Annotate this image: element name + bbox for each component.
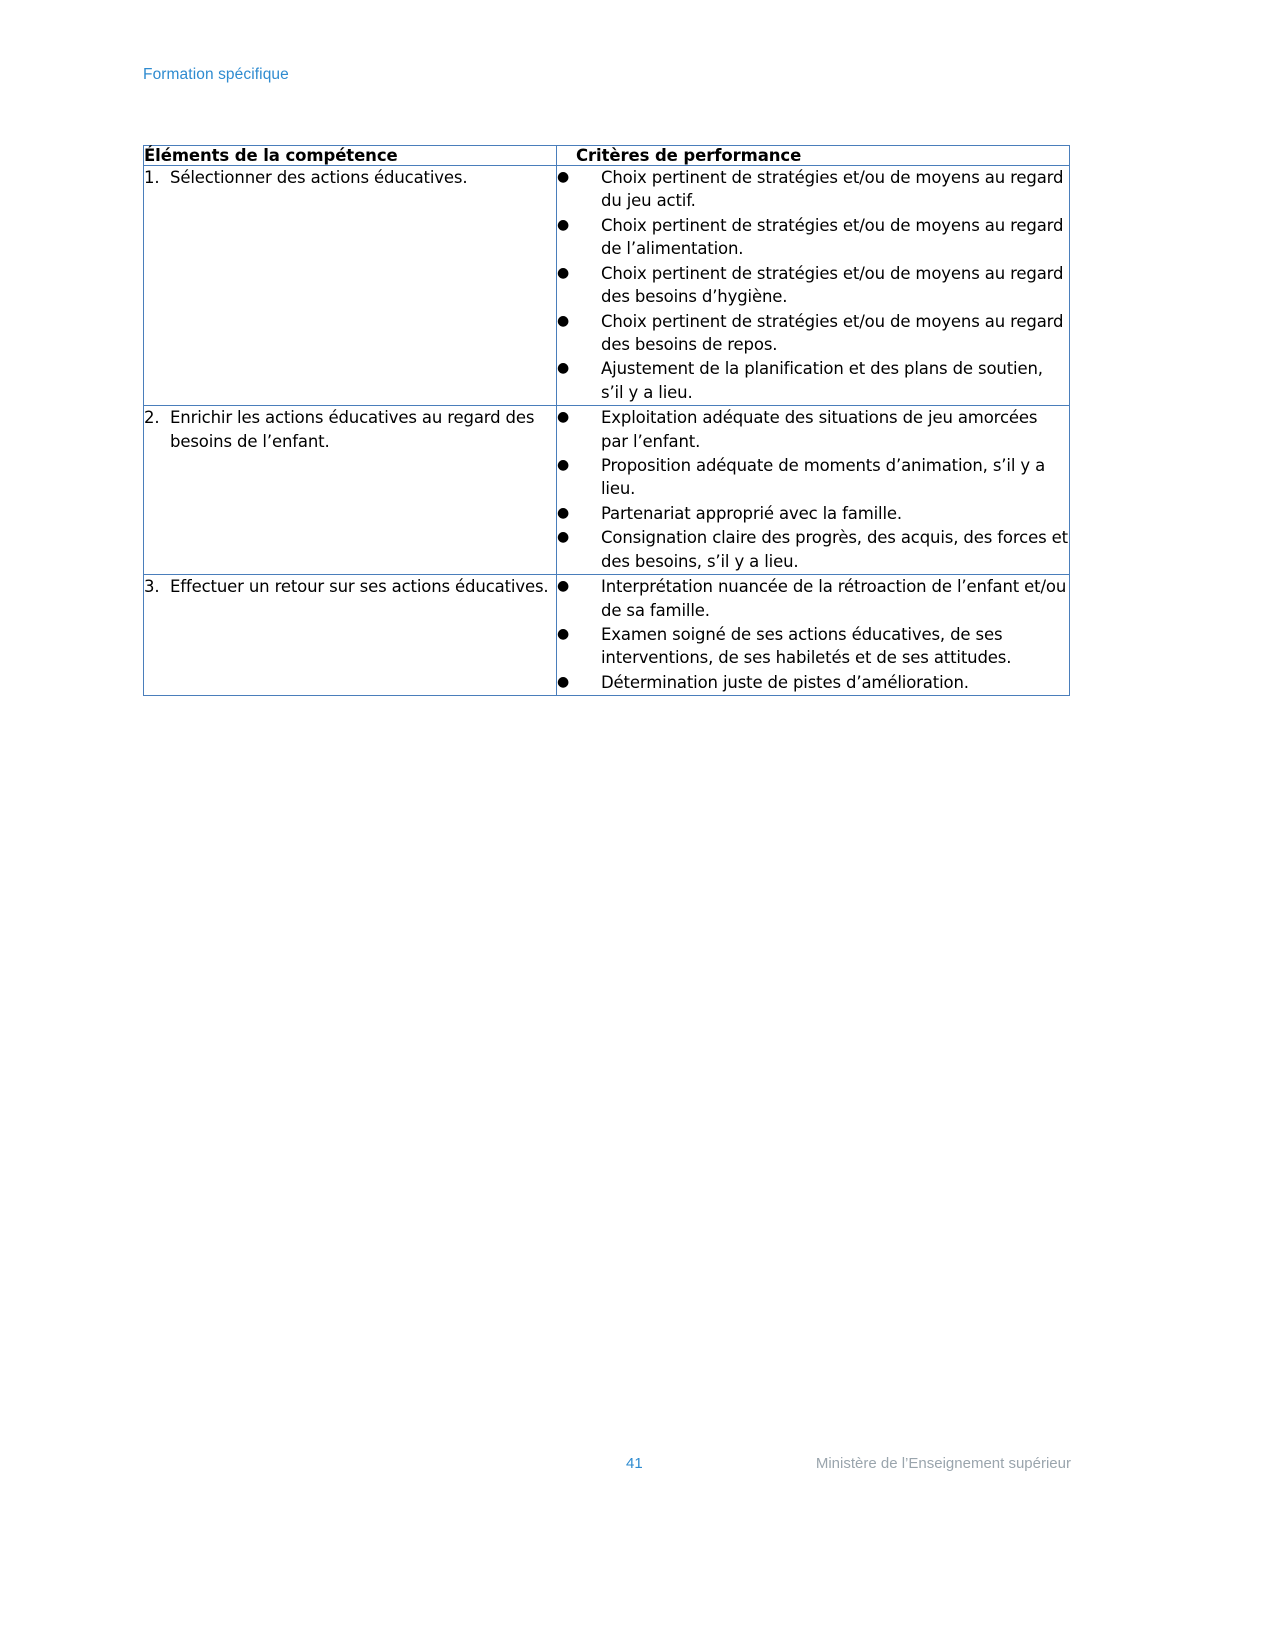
criteria-text: Choix pertinent de stratégies et/ou de moyens au regard des besoins d’hygiène. (601, 263, 1064, 307)
bullet-icon: ● (557, 578, 570, 595)
criteria-list (557, 575, 1069, 694)
criteria-text: Choix pertinent de stratégies et/ou de moyens au regard de l’alimentation. (601, 215, 1064, 259)
bullet-icon: ● (557, 264, 570, 281)
list-item (557, 526, 1069, 573)
list-item (557, 623, 1069, 670)
bullet-icon: ● (557, 169, 570, 185)
table-row (144, 166, 1070, 406)
element-cell (144, 166, 557, 406)
table-row (144, 575, 1070, 696)
element-item (144, 406, 556, 454)
bullet-icon: ● (557, 626, 570, 643)
page-header-label: Formation spécifique (143, 66, 289, 83)
element-number: 1. (144, 168, 160, 187)
element-number: 3. (144, 577, 160, 597)
element-label: Enrichir les actions éducatives au regard des besoins de l’enfant. (170, 408, 535, 452)
column-header-elements: Éléments de la compétence (144, 146, 557, 166)
column-header-criteria: Critères de performance (557, 146, 1070, 166)
criteria-list (557, 406, 1069, 573)
criteria-text: Détermination juste de pistes d’amélioration. (601, 672, 969, 692)
criteria-text: Partenariat approprié avec la famille. (601, 503, 903, 523)
list-item (557, 310, 1069, 357)
criteria-text: Examen soigné de ses actions éducatives, de ses interventions, de ses habiletés et de ses attitudes. (601, 625, 1012, 668)
criteria-text: Choix pertinent de stratégies et/ou de moyens au regard du jeu actif. (601, 168, 1064, 211)
bullet-icon: ● (557, 504, 570, 521)
criteria-text: Consignation claire des progrès, des acquis, des forces et des besoins, s’il y a lieu. (601, 528, 1068, 571)
list-item (557, 671, 1069, 694)
list-item (557, 454, 1069, 501)
table-row (144, 406, 1070, 575)
criteria-list (557, 166, 1069, 404)
element-item (144, 166, 556, 190)
footer-organization: Ministère de l’Enseignement supérieur (815, 1455, 1071, 1472)
criteria-cell (557, 575, 1070, 696)
criteria-cell (557, 166, 1070, 406)
table-header-row (144, 146, 1070, 166)
competency-table (143, 145, 1070, 696)
element-label: Effectuer un retour sur ses actions éducatives. (170, 577, 549, 597)
bullet-icon: ● (557, 312, 570, 329)
criteria-text: Choix pertinent de stratégies et/ou de moyens au regard des besoins de repos. (601, 311, 1064, 354)
list-item (557, 575, 1069, 622)
element-cell (144, 575, 557, 696)
bullet-icon: ● (557, 457, 570, 474)
criteria-text: Interprétation nuancée de la rétroaction de l’enfant et/ou de sa famille. (601, 577, 1067, 620)
bullet-icon: ● (557, 360, 570, 377)
bullet-icon: ● (557, 673, 570, 690)
criteria-text: Exploitation adéquate des situations de jeu amorcées par l’enfant. (601, 408, 1038, 451)
element-label: Sélectionner des actions éducatives. (170, 168, 468, 187)
list-item (557, 262, 1069, 309)
list-item (557, 406, 1069, 453)
criteria-text: Proposition adéquate de moments d’animation, s’il y a lieu. (601, 456, 1046, 499)
list-item (557, 166, 1069, 213)
element-item (144, 575, 556, 599)
list-item (557, 502, 1069, 525)
bullet-icon: ● (557, 529, 570, 546)
criteria-cell (557, 406, 1070, 575)
bullet-icon: ● (557, 216, 570, 233)
page-number: 41 (626, 1455, 643, 1472)
page-footer (0, 1455, 1275, 1479)
bullet-icon: ● (557, 409, 570, 426)
list-item (557, 357, 1069, 404)
criteria-text: Ajustement de la planification et des plans de soutien, s’il y a lieu. (601, 359, 1043, 402)
element-number: 2. (144, 408, 160, 428)
list-item (557, 214, 1069, 261)
element-cell (144, 406, 557, 575)
